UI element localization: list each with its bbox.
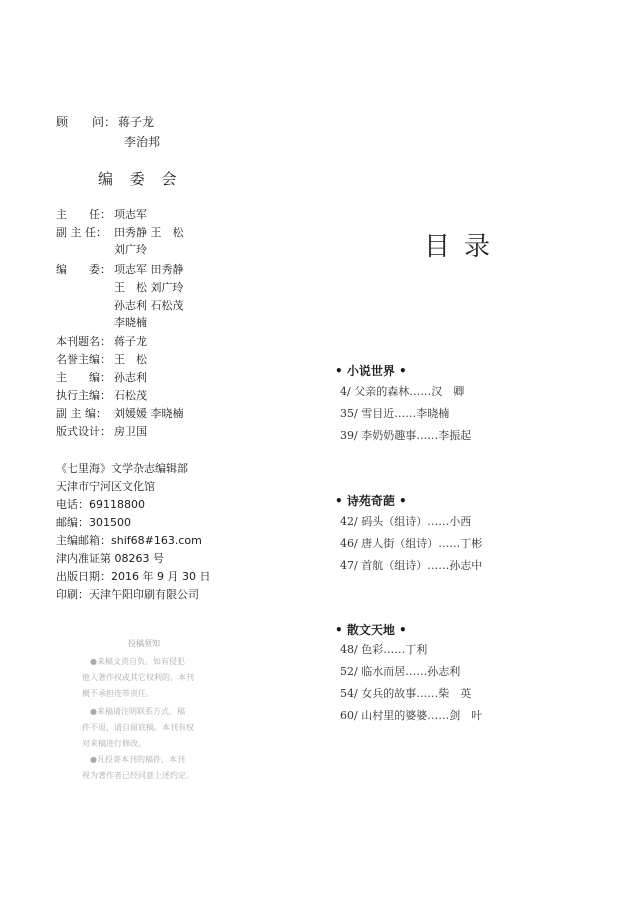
board-row-value: 项志军 <box>114 208 147 221</box>
toc-entry[interactable]: 42/ 码头（组诗）……小西 <box>340 515 472 528</box>
board-row-value: 石松茂 <box>114 389 147 402</box>
board-row-label: 主 编： <box>56 371 111 384</box>
publisher-line: 《七里海》文学杂志编辑部 <box>56 462 188 475</box>
board-row-label: 主 任： <box>56 208 111 221</box>
publisher-line: 印刷：天津午阳印刷有限公司 <box>56 588 199 601</box>
toc-entry[interactable]: 35/ 雪目近……李晓楠 <box>340 407 450 420</box>
toc-entry[interactable]: 54/ 女兵的故事……柴 英 <box>340 687 472 700</box>
notice-title: 投稿须知 <box>128 639 160 648</box>
notice-line: 视为著作者已经同意上述约定。 <box>82 771 194 780</box>
toc-section-heading: • 小说世界 • <box>335 364 407 378</box>
board-row-label: 本刊题名： <box>56 335 111 348</box>
board-row-label: 副 主 任： <box>56 226 107 239</box>
adviser-name: 李治邦 <box>124 135 161 149</box>
toc-section-heading: • 散文天地 • <box>335 623 407 637</box>
board-row-value: 刘广玲 <box>114 243 147 256</box>
toc-entry[interactable]: 60/ 山村里的婆婆……剑 叶 <box>340 709 483 722</box>
board-row-label: 执行主编： <box>56 389 111 402</box>
notice-line: 对来稿进行修改。 <box>82 739 146 748</box>
board-row-label: 副 主 编： <box>56 407 107 420</box>
board-row-value: 李晓楠 <box>114 316 147 329</box>
board-row-label: 编 委： <box>56 263 111 276</box>
publisher-line: 津内准证第 08263 号 <box>56 552 164 565</box>
board-row-value: 项志军 田秀静 <box>114 263 184 276</box>
publisher-line: 出版日期：2016 年 9 月 30 日 <box>56 570 211 583</box>
toc-entry[interactable]: 52/ 临水而居……孙志利 <box>340 665 461 678</box>
notice-line: 他人著作权或其它权利的，本刊 <box>82 673 194 682</box>
adviser-name: 蒋子龙 <box>118 115 155 129</box>
toc-entry[interactable]: 4/ 父亲的森林……汉 卿 <box>340 385 465 398</box>
editorial-board-heading: 编 委 会 <box>98 170 183 188</box>
adviser-label: 顾 问： <box>56 115 117 129</box>
board-row-label: 版式设计： <box>56 425 111 438</box>
toc-title: 目录 <box>424 232 505 262</box>
toc-entry[interactable]: 46/ 唐人街（组诗）……丁彬 <box>340 537 483 550</box>
toc-entry[interactable]: 48/ 色彩……丁利 <box>340 643 428 656</box>
board-row-value: 房卫国 <box>114 425 147 438</box>
notice-line: ●来稿请注明联系方式。稿 <box>90 707 185 716</box>
board-row-value: 孙志利 石松茂 <box>114 299 184 312</box>
board-row-label: 名誉主编： <box>56 353 111 366</box>
toc-entry[interactable]: 39/ 李奶奶趣事……李振起 <box>340 429 472 442</box>
toc-section-heading: • 诗苑奇葩 • <box>335 494 407 508</box>
toc-entry[interactable]: 47/ 首航（组诗）……孙志中 <box>340 559 483 572</box>
publisher-line: 邮编：301500 <box>56 516 131 529</box>
notice-line: ●凡投寄本刊的稿件，本刊 <box>90 755 185 764</box>
notice-line: ●来稿文责自负。如有侵犯 <box>90 657 185 666</box>
board-row-value: 王 松 刘广玲 <box>114 281 184 294</box>
publisher-line: 电话：69118800 <box>56 498 145 511</box>
publisher-line: 天津市宁河区文化馆 <box>56 480 155 493</box>
board-row-value: 蒋子龙 <box>114 335 147 348</box>
publisher-line: 主编邮箱：shif68#163.com <box>56 534 202 547</box>
notice-line: 概不承担连带责任。 <box>82 689 154 698</box>
board-row-value: 王 松 <box>114 353 147 366</box>
board-row-value: 孙志利 <box>114 371 147 384</box>
board-row-value: 刘媛媛 李晓楠 <box>114 407 184 420</box>
notice-line: 件不退，请自留底稿。本刊有权 <box>82 723 194 732</box>
board-row-value: 田秀静 王 松 <box>114 226 184 239</box>
